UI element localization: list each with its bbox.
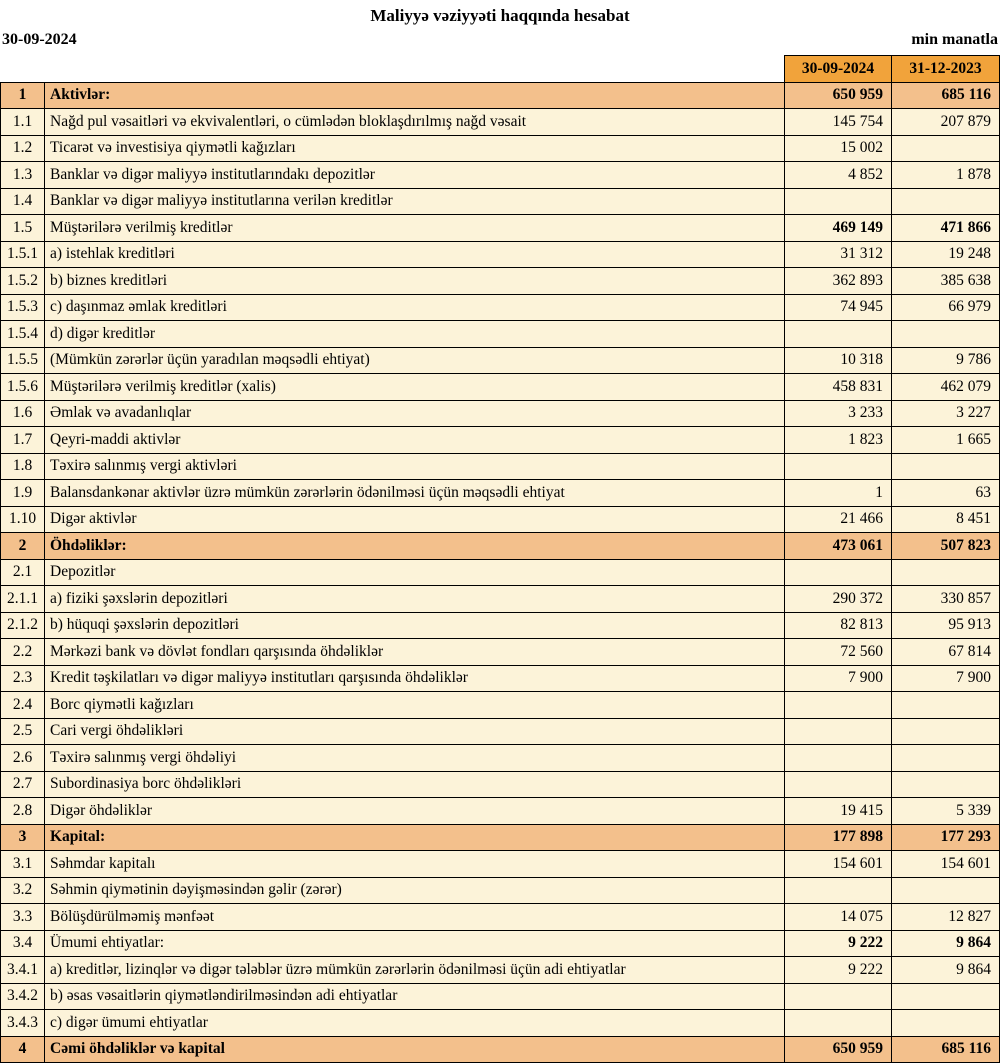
value-31-12-2023 [892, 745, 1000, 772]
row-label: Ümumi ehtiyatlar: [45, 930, 785, 957]
row-number: 1.4 [1, 188, 45, 215]
table-row [1, 268, 1000, 295]
table-row [1, 82, 1000, 109]
table-row [1, 427, 1000, 454]
row-number: 1.2 [1, 135, 45, 162]
row-number: 1.5.3 [1, 294, 45, 321]
row-label: Subordinasiya borc öhdəlikləri [45, 771, 785, 798]
table-row [1, 771, 1000, 798]
table-row [1, 400, 1000, 427]
value-30-09-2024: 145 754 [785, 109, 892, 136]
row-label: Cari vergi öhdəlikləri [45, 718, 785, 745]
financial-position-table [0, 55, 1000, 1063]
value-30-09-2024 [785, 321, 892, 348]
column-header-current-period: 30-09-2024 [785, 56, 892, 83]
value-31-12-2023 [892, 983, 1000, 1010]
value-31-12-2023: 385 638 [892, 268, 1000, 295]
table-row [1, 851, 1000, 878]
table-row [1, 612, 1000, 639]
value-30-09-2024 [785, 771, 892, 798]
row-number: 3.1 [1, 851, 45, 878]
value-30-09-2024: 21 466 [785, 506, 892, 533]
row-number: 1 [1, 82, 45, 109]
table-row [1, 241, 1000, 268]
value-31-12-2023: 3 227 [892, 400, 1000, 427]
row-label: Təxirə salınmış vergi aktivləri [45, 453, 785, 480]
value-30-09-2024 [785, 983, 892, 1010]
value-31-12-2023: 19 248 [892, 241, 1000, 268]
row-label: b) hüquqi şəxslərin depozitləri [45, 612, 785, 639]
value-31-12-2023: 8 451 [892, 506, 1000, 533]
value-30-09-2024 [785, 188, 892, 215]
report-title: Maliyyə vəziyyəti haqqında hesabat [370, 6, 630, 25]
value-31-12-2023 [892, 1010, 1000, 1037]
row-number: 3 [1, 824, 45, 851]
row-number: 3.4.3 [1, 1010, 45, 1037]
row-number: 2.2 [1, 639, 45, 666]
value-30-09-2024: 19 415 [785, 798, 892, 825]
value-30-09-2024: 4 852 [785, 162, 892, 189]
row-label: Nağd pul vəsaitləri və ekvivalentləri, o cümlədən bloklaşdırılmış nağd vəsait [45, 109, 785, 136]
table-row [1, 930, 1000, 957]
value-30-09-2024: 1 [785, 480, 892, 507]
value-31-12-2023 [892, 771, 1000, 798]
row-label: Balansdankənar aktivlər üzrə mümkün zərərlərin ödənilməsi üçün məqsədli ehtiyat [45, 480, 785, 507]
row-label: c) digər ümumi ehtiyatlar [45, 1010, 785, 1037]
table-row [1, 904, 1000, 931]
table-row [1, 798, 1000, 825]
table-row [1, 506, 1000, 533]
row-number: 2.6 [1, 745, 45, 772]
row-label: Kredit təşkilatları və digər maliyyə institutları qarşısında öhdəliklər [45, 665, 785, 692]
value-30-09-2024: 177 898 [785, 824, 892, 851]
value-31-12-2023 [892, 559, 1000, 586]
row-label: Banklar və digər maliyyə institutlarına verilən kreditlər [45, 188, 785, 215]
value-31-12-2023: 471 866 [892, 215, 1000, 242]
table-row [1, 453, 1000, 480]
value-30-09-2024: 469 149 [785, 215, 892, 242]
row-number: 3.4.2 [1, 983, 45, 1010]
value-30-09-2024: 15 002 [785, 135, 892, 162]
value-30-09-2024: 14 075 [785, 904, 892, 931]
value-31-12-2023: 177 293 [892, 824, 1000, 851]
table-row [1, 162, 1000, 189]
value-30-09-2024 [785, 718, 892, 745]
value-31-12-2023: 154 601 [892, 851, 1000, 878]
row-number: 1.6 [1, 400, 45, 427]
row-label: Mərkəzi bank və dövlət fondları qarşısında öhdəliklər [45, 639, 785, 666]
table-row [1, 294, 1000, 321]
table-row [1, 877, 1000, 904]
value-31-12-2023: 67 814 [892, 639, 1000, 666]
value-31-12-2023: 9 786 [892, 347, 1000, 374]
row-number: 2.1.1 [1, 586, 45, 613]
table-row [1, 957, 1000, 984]
row-number: 2.1.2 [1, 612, 45, 639]
row-number: 1.5 [1, 215, 45, 242]
value-30-09-2024 [785, 559, 892, 586]
table-row [1, 480, 1000, 507]
table-row [1, 135, 1000, 162]
table-row [1, 718, 1000, 745]
row-number: 4 [1, 1036, 45, 1063]
value-31-12-2023: 685 116 [892, 82, 1000, 109]
table-row [1, 745, 1000, 772]
value-31-12-2023: 1 665 [892, 427, 1000, 454]
row-label: a) fiziki şəxslərin depozitləri [45, 586, 785, 613]
row-number: 3.3 [1, 904, 45, 931]
value-31-12-2023: 66 979 [892, 294, 1000, 321]
row-number: 2.3 [1, 665, 45, 692]
value-30-09-2024: 290 372 [785, 586, 892, 613]
value-31-12-2023 [892, 877, 1000, 904]
value-30-09-2024 [785, 692, 892, 719]
table-body [1, 82, 1000, 1063]
row-number: 1.9 [1, 480, 45, 507]
value-31-12-2023 [892, 135, 1000, 162]
row-label: b) əsas vəsaitlərin qiymətləndirilməsindən adi ehtiyatlar [45, 983, 785, 1010]
table-row [1, 586, 1000, 613]
table-row [1, 665, 1000, 692]
column-header-prior-period: 31-12-2023 [892, 56, 1000, 83]
value-31-12-2023: 7 900 [892, 665, 1000, 692]
table-row [1, 533, 1000, 560]
row-number: 2.4 [1, 692, 45, 719]
row-label: Səhmdar kapitalı [45, 851, 785, 878]
value-31-12-2023: 207 879 [892, 109, 1000, 136]
table-row [1, 1010, 1000, 1037]
row-label: Banklar və digər maliyyə institutlarındakı depozitlər [45, 162, 785, 189]
table-row [1, 109, 1000, 136]
row-number: 1.1 [1, 109, 45, 136]
row-number: 2 [1, 533, 45, 560]
row-number: 1.7 [1, 427, 45, 454]
report-meta-row [0, 27, 1000, 55]
table-row [1, 347, 1000, 374]
value-30-09-2024: 458 831 [785, 374, 892, 401]
row-number: 3.2 [1, 877, 45, 904]
value-31-12-2023 [892, 692, 1000, 719]
value-31-12-2023: 95 913 [892, 612, 1000, 639]
value-30-09-2024: 82 813 [785, 612, 892, 639]
value-30-09-2024: 473 061 [785, 533, 892, 560]
row-number: 1.5.5 [1, 347, 45, 374]
header-blank-cell [1, 56, 785, 83]
row-number: 1.5.6 [1, 374, 45, 401]
value-30-09-2024: 362 893 [785, 268, 892, 295]
row-label: c) daşınmaz əmlak kreditləri [45, 294, 785, 321]
row-number: 2.8 [1, 798, 45, 825]
value-30-09-2024: 9 222 [785, 957, 892, 984]
value-31-12-2023 [892, 321, 1000, 348]
table-row [1, 1036, 1000, 1063]
row-label: Digər aktivlər [45, 506, 785, 533]
value-30-09-2024: 10 318 [785, 347, 892, 374]
row-label: Bölüşdürülməmiş mənfəət [45, 904, 785, 931]
value-30-09-2024: 74 945 [785, 294, 892, 321]
table-row [1, 983, 1000, 1010]
table-row [1, 215, 1000, 242]
table-row [1, 321, 1000, 348]
value-31-12-2023: 685 116 [892, 1036, 1000, 1063]
row-label: Kapital: [45, 824, 785, 851]
table-row [1, 824, 1000, 851]
table-row [1, 374, 1000, 401]
value-30-09-2024: 72 560 [785, 639, 892, 666]
value-30-09-2024: 650 959 [785, 82, 892, 109]
row-label: a) kreditlər, lizinqlər və digər tələblər üzrə mümkün zərərlərin ödənilməsi üçün adi ehtiyatlar [45, 957, 785, 984]
value-31-12-2023: 5 339 [892, 798, 1000, 825]
value-30-09-2024: 3 233 [785, 400, 892, 427]
row-label: Cəmi öhdəliklər və kapital [45, 1036, 785, 1063]
value-31-12-2023: 330 857 [892, 586, 1000, 613]
row-label: Borc qiymətli kağızları [45, 692, 785, 719]
table-row [1, 692, 1000, 719]
value-31-12-2023: 63 [892, 480, 1000, 507]
row-label: Qeyri-maddi aktivlər [45, 427, 785, 454]
value-31-12-2023 [892, 453, 1000, 480]
row-label: Müştərilərə verilmiş kreditlər [45, 215, 785, 242]
row-number: 1.5.4 [1, 321, 45, 348]
value-30-09-2024 [785, 877, 892, 904]
row-label: Depozitlər [45, 559, 785, 586]
row-number: 1.10 [1, 506, 45, 533]
value-31-12-2023 [892, 718, 1000, 745]
row-label: (Mümkün zərərlər üçün yaradılan məqsədli ehtiyat) [45, 347, 785, 374]
report-date: 30-09-2024 [2, 31, 77, 48]
value-30-09-2024: 7 900 [785, 665, 892, 692]
value-31-12-2023: 462 079 [892, 374, 1000, 401]
table-row [1, 639, 1000, 666]
row-number: 2.7 [1, 771, 45, 798]
row-number: 1.8 [1, 453, 45, 480]
row-number: 1.5.2 [1, 268, 45, 295]
value-31-12-2023: 9 864 [892, 957, 1000, 984]
value-31-12-2023: 507 823 [892, 533, 1000, 560]
row-label: Digər öhdəliklər [45, 798, 785, 825]
table-header-row [1, 56, 1000, 83]
row-number: 2.5 [1, 718, 45, 745]
row-label: Səhmin qiymətinin dəyişməsindən gəlir (zərər) [45, 877, 785, 904]
value-30-09-2024: 154 601 [785, 851, 892, 878]
row-number: 3.4.1 [1, 957, 45, 984]
value-30-09-2024: 31 312 [785, 241, 892, 268]
row-label: Öhdəliklər: [45, 533, 785, 560]
value-30-09-2024 [785, 453, 892, 480]
row-label: Əmlak və avadanlıqlar [45, 400, 785, 427]
row-label: d) digər kreditlər [45, 321, 785, 348]
value-30-09-2024 [785, 1010, 892, 1037]
value-30-09-2024: 9 222 [785, 930, 892, 957]
value-30-09-2024: 1 823 [785, 427, 892, 454]
value-31-12-2023: 12 827 [892, 904, 1000, 931]
row-number: 1.5.1 [1, 241, 45, 268]
value-30-09-2024: 650 959 [785, 1036, 892, 1063]
table-row [1, 188, 1000, 215]
row-label: Müştərilərə verilmiş kreditlər (xalis) [45, 374, 785, 401]
row-label: Aktivlər: [45, 82, 785, 109]
row-label: Təxirə salınmış vergi öhdəliyi [45, 745, 785, 772]
value-30-09-2024 [785, 745, 892, 772]
table-row [1, 559, 1000, 586]
row-label: a) istehlak kreditləri [45, 241, 785, 268]
row-number: 3.4 [1, 930, 45, 957]
row-number: 2.1 [1, 559, 45, 586]
row-label: b) biznes kreditləri [45, 268, 785, 295]
value-31-12-2023: 1 878 [892, 162, 1000, 189]
row-number: 1.3 [1, 162, 45, 189]
unit-label: min manatla [911, 31, 998, 48]
row-label: Ticarət və investisiya qiymətli kağızları [45, 135, 785, 162]
value-31-12-2023 [892, 188, 1000, 215]
value-31-12-2023: 9 864 [892, 930, 1000, 957]
